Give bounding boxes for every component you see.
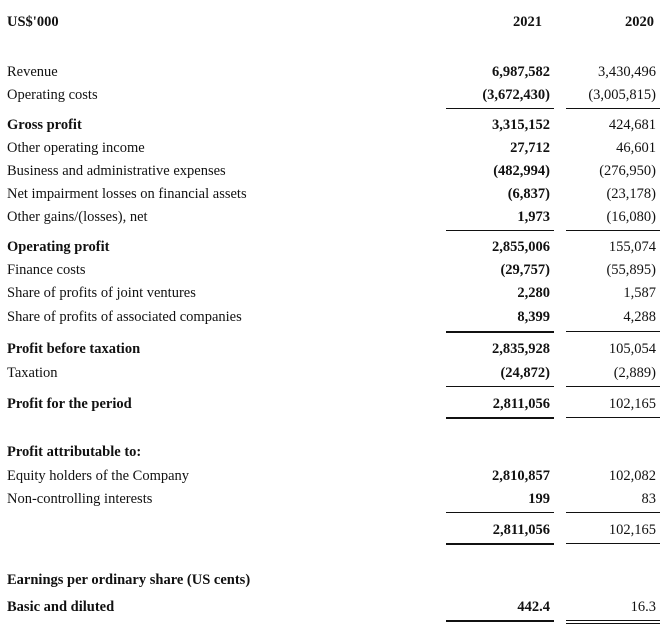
value-2021: 199 bbox=[528, 491, 550, 507]
subtotal-rule bbox=[566, 386, 660, 387]
year-2020-header: 2020 bbox=[625, 14, 654, 30]
row-label: Basic and diluted bbox=[7, 599, 115, 615]
total-rule bbox=[566, 543, 660, 544]
value-2020: 102,165 bbox=[608, 396, 656, 412]
table-row bbox=[0, 236, 668, 258]
subtotal-rule bbox=[566, 331, 660, 332]
row-label: Gross profit bbox=[7, 117, 82, 133]
row-label: Operating profit bbox=[7, 239, 110, 255]
row-label: Taxation bbox=[7, 365, 58, 381]
value-2020: 4,288 bbox=[623, 309, 656, 325]
value-2020: 105,054 bbox=[608, 341, 656, 357]
subtotal-rule bbox=[446, 386, 554, 387]
table-row bbox=[0, 488, 668, 510]
total-rule bbox=[446, 543, 554, 545]
value-2021: 2,280 bbox=[517, 285, 550, 301]
subtotal-rule bbox=[446, 108, 554, 109]
row-label: Finance costs bbox=[7, 262, 86, 278]
subtotal-rule bbox=[446, 512, 554, 513]
value-2020: 3,430,496 bbox=[598, 64, 656, 80]
value-2020: 155,074 bbox=[608, 239, 656, 255]
row-label: Other gains/(losses), net bbox=[7, 209, 148, 225]
subtotal-rule bbox=[446, 230, 554, 231]
table-row bbox=[0, 259, 668, 281]
section-heading bbox=[0, 441, 668, 463]
value-2020: (276,950) bbox=[599, 163, 656, 179]
table-row bbox=[0, 160, 668, 182]
value-2021: 2,810,857 bbox=[492, 468, 550, 484]
table-row bbox=[0, 338, 668, 360]
value-2020: 46,601 bbox=[616, 140, 656, 156]
value-2021: (3,672,430) bbox=[482, 87, 550, 103]
table-row bbox=[0, 393, 668, 415]
table-row bbox=[0, 282, 668, 304]
value-2020: (16,080) bbox=[606, 209, 656, 225]
table-row bbox=[0, 306, 668, 328]
value-2020: (3,005,815) bbox=[588, 87, 656, 103]
value-2021: 2,855,006 bbox=[492, 239, 550, 255]
value-2020: (55,895) bbox=[606, 262, 656, 278]
value-2021: 6,987,582 bbox=[492, 64, 550, 80]
value-2020: 83 bbox=[641, 491, 656, 507]
table-row bbox=[0, 183, 668, 205]
table-row bbox=[0, 465, 668, 487]
table-header bbox=[0, 11, 668, 33]
row-label: Share of profits of joint ventures bbox=[7, 285, 196, 301]
row-label: Non-controlling interests bbox=[7, 491, 153, 507]
value-2021: (24,872) bbox=[500, 365, 550, 381]
subtotal-rule bbox=[566, 512, 660, 513]
value-2020: 102,082 bbox=[608, 468, 656, 484]
row-label: Business and administrative expenses bbox=[7, 163, 226, 179]
value-2020: 16.3 bbox=[630, 599, 656, 615]
value-2021: 2,811,056 bbox=[492, 522, 550, 538]
subtotal-rule bbox=[566, 230, 660, 231]
table-row bbox=[0, 61, 668, 83]
row-label: Profit before taxation bbox=[7, 341, 141, 357]
value-2021: (6,837) bbox=[507, 186, 550, 202]
table-row bbox=[0, 137, 668, 159]
table-row bbox=[0, 519, 668, 541]
section-heading bbox=[0, 569, 668, 591]
row-label: Operating costs bbox=[7, 87, 98, 103]
value-2020: 1,587 bbox=[623, 285, 656, 301]
value-2021: 2,835,928 bbox=[492, 341, 550, 357]
row-label: Earnings per ordinary share (US cents) bbox=[7, 572, 251, 588]
row-label: Net impairment losses on financial assets bbox=[7, 186, 247, 202]
subtotal-rule bbox=[446, 331, 554, 333]
table-row bbox=[0, 206, 668, 228]
value-2020: (23,178) bbox=[606, 186, 656, 202]
total-rule bbox=[566, 620, 660, 621]
row-label: Profit for the period bbox=[7, 396, 132, 412]
total-rule bbox=[566, 417, 660, 418]
row-label: Equity holders of the Company bbox=[7, 468, 190, 484]
year-2021-header: 2021 bbox=[513, 14, 542, 30]
value-2021: 442.4 bbox=[517, 599, 550, 615]
value-2021: 2,811,056 bbox=[492, 396, 550, 412]
row-label: Revenue bbox=[7, 64, 58, 80]
total-rule bbox=[566, 623, 660, 624]
table-row bbox=[0, 84, 668, 106]
table-row bbox=[0, 114, 668, 136]
value-2021: (482,994) bbox=[493, 163, 550, 179]
total-rule bbox=[446, 620, 554, 622]
currency-label: US$'000 bbox=[7, 14, 59, 30]
value-2021: 3,315,152 bbox=[492, 117, 550, 133]
value-2020: (2,889) bbox=[613, 365, 656, 381]
value-2020: 424,681 bbox=[608, 117, 656, 133]
row-label: Profit attributable to: bbox=[7, 444, 142, 460]
row-label: Share of profits of associated companies bbox=[7, 309, 242, 325]
row-label: Other operating income bbox=[7, 140, 145, 156]
table-row bbox=[0, 362, 668, 384]
value-2021: 27,712 bbox=[510, 140, 550, 156]
total-rule bbox=[446, 417, 554, 419]
value-2021: (29,757) bbox=[500, 262, 550, 278]
table-row bbox=[0, 596, 668, 618]
value-2020: 102,165 bbox=[608, 522, 656, 538]
value-2021: 1,973 bbox=[517, 209, 550, 225]
value-2021: 8,399 bbox=[517, 309, 550, 325]
subtotal-rule bbox=[566, 108, 660, 109]
